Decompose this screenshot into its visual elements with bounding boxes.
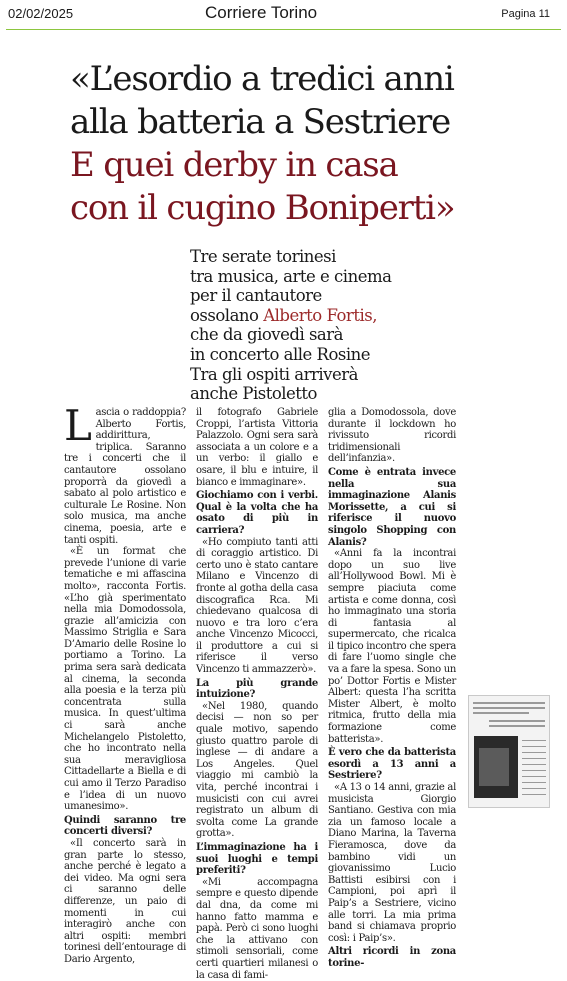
interview-question: Quindi saranno tre concerti diversi? — [64, 814, 186, 838]
paragraph: «Ho compiuto tanti atti di coraggio artistico. Di certo uno è stato cantare Milano e Vincenzo di fronte al gotha della casa discografica Rca. Mi chiedevano qualcosa di nuovo e tra loro c’era anche Vincenzo Micocci, il produttore a cui si riferisce il verso Vincenzo ti ammazzerò». — [196, 536, 318, 676]
summary-text: ossolano — [190, 305, 264, 325]
paragraph: il fotografo Gabriele Croppi, l’artista Vittoria Palazzolo. Ogni sera sarà associata a un colore e a un verbo: il giallo e osare, il blu e intuire, il bianco e immaginare». — [196, 407, 318, 488]
summary-line: Tre serate torinesi — [190, 247, 336, 266]
paragraph: «Il concerto sarà in gran parte lo stesso, anche perché è legato a dei video. Ma ogni sera ci saranno delle differenze, un paio di momenti in cui interagirò anche con altri ospiti: membri torinesi dell’entourage di Dario Argento, — [64, 837, 186, 965]
paragraph: ascia o raddoppia? Alberto Fortis, addirittura, triplica. Saranno tre i concerti che il cantautore ossolano proporrà da giovedì a sabato al polo artistico e culturale Le Rosine. Non solo musica, ma anche cinema, poesia, arte e tanti ospiti. — [64, 407, 186, 546]
publication-name: Corriere Torino — [205, 3, 318, 22]
body-column-1 — [64, 401, 186, 966]
summary-line: Tra gli ospiti arriverà — [190, 364, 358, 384]
highlighted-name: Alberto Fortis, — [263, 305, 377, 325]
headline-line-1: «L’esordio a tredici anni — [70, 59, 454, 99]
paragraph: «Anni fa la incontrai dopo un suo live all’Hollywood Bowl. Mi è sempre piaciuta come artista e come donna, così ho immaginato una storia di fantasia al supermercato, che ricalca il tipico incontro che spera di fare l’uomo single che va a fare la spesa. Sono un po’ Dottor Fortis e Mister Albert: questa l’ha scritta Mister Albert, è molto ritmica, frutto della mia formazione come batterista». — [328, 548, 457, 745]
header-rule — [6, 29, 561, 30]
page-number: Pagina 11 — [501, 8, 550, 20]
interview-question: La più grande intuizione? — [196, 677, 318, 701]
article-headline — [70, 58, 560, 230]
summary-line: in concerto alle Rosine — [190, 344, 371, 364]
paragraph: «A 13 o 14 anni, grazie al musicista Giorgio Santiano. Gestiva con mia zia un famoso locale a Diano Marina, la Taverna Fieramosca, dove da bambino vidi un giovanissimo Lucio Battisti esibirsi con i Campioni, poi aprì il Paip’s a Sestriere, vicino alle torri. La mia prima band si chiamava proprio così: i Paip’s». — [328, 782, 456, 944]
summary-line — [190, 306, 420, 326]
page-header — [0, 0, 567, 30]
paragraph: «Mi accompagna sempre e questo dipende dal dna, da come mi hanno fatto mamma e papà. Però ci sono luoghi che la attivano con stimoli sensoriali, come certi quartieri milanesi o la casa di fami- — [196, 876, 318, 981]
body-column-2 — [196, 407, 318, 981]
summary-line: anche Pistoletto — [190, 384, 317, 404]
interview-question: Giochiamo con i verbi. Qual è la volta che ha osato di più in carriera? — [196, 490, 318, 536]
headline-line-4: con il cugino Boniperti» — [70, 188, 455, 228]
interview-question: Come è entrata invece nella sua immaginazione Alanis Morissette, a cui si riferisce il nuovo singolo Shopping con Alanis? — [328, 466, 456, 548]
page-thumbnail[interactable] — [468, 695, 550, 808]
paragraph: «È un format che prevede l’unione di varie tematiche e mi affascina molto», racconta Fortis. «L’ho già sperimentato nella mia Domodossola, grazie all’amicizia con Massimo Striglia e Sara D’Amario delle Rosine lo portiamo a Torino. La prima sera sarà dedicata al cinema, la seconda alla poesia e la terza più concentrata sulla musica. In quest’ultima ci sarà anche Michelangelo Pistoletto, che ho incontrato nella sua meravigliosa Cittadellarte a Biella e di cui amo il Terzo Paradiso e l’idea di un nuovo umanesimo». — [64, 546, 186, 813]
interview-question: L’immaginazione ha i suoi luoghi e tempi preferiti? — [196, 841, 318, 877]
summary-line: tra musica, arte e cinema — [190, 266, 392, 286]
headline-line-2: alla batteria a Sestriere — [70, 102, 451, 142]
paragraph: «Nel 1980, quando decisi — non so per quale motivo, sapendo giusto quattro parole di inglese — di andare a Los Angeles. Quel viaggio mi cambiò la vita, perché incontrai i musicisti con cui avrei registrato un album di svolta come La grande grotta». — [196, 700, 318, 840]
summary-line: che da giovedì sarà — [190, 325, 343, 345]
thumbnail-photo-detail — [479, 748, 509, 786]
interview-question: Altri ricordi in zona torine- — [328, 946, 456, 969]
article-summary — [190, 247, 420, 404]
paragraph: glia a Domodossola, dove durante il lockdown ho rivissuto ricordi tridimensionali dell’infanzia». — [328, 407, 456, 465]
interview-question: È vero che da batterista esordì a 13 anni a Sestriere? — [328, 747, 456, 782]
summary-line: per il cantautore — [190, 286, 322, 306]
issue-date: 02/02/2025 — [8, 6, 74, 21]
body-column-3 — [328, 407, 456, 970]
headline-line-3: E quei derby in casa — [70, 145, 398, 185]
drop-cap: L — [64, 401, 92, 450]
